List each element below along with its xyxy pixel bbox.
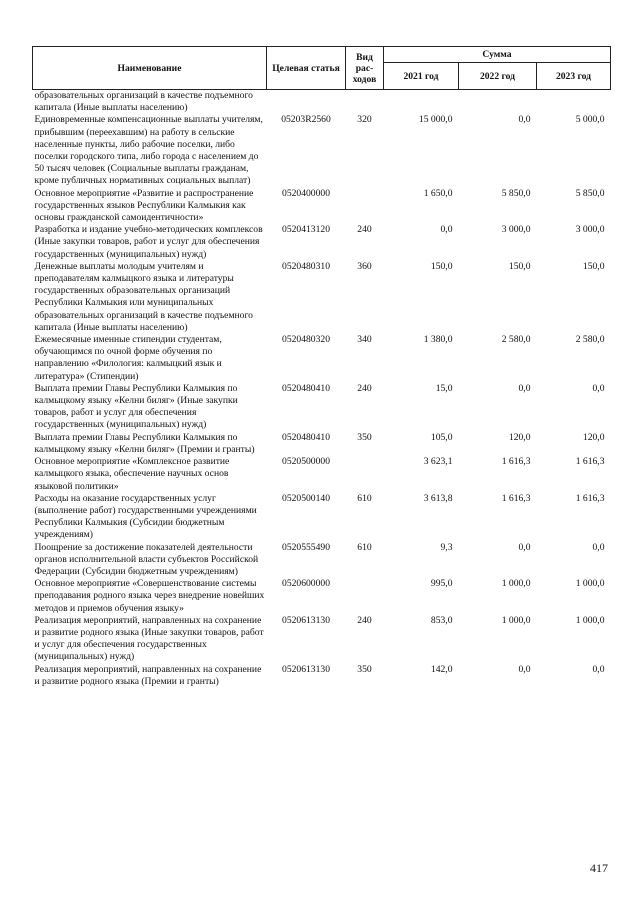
cell-y3: 2 580,0 [575,334,605,346]
cell-y1: 142,0 [430,663,453,675]
header-sum: Сумма [384,47,611,63]
header-code: Целевая статья [267,47,346,90]
budget-table [32,46,611,688]
cell-vid: 610 [357,541,372,553]
cell-name: Расходы на оказание государственных услуг (выполнение работ) государственными учреждениями Республики Калмыкия (Субсидии бюджетным учреждениям) [34,492,257,541]
cell-y2: 1 616,3 [501,492,531,504]
cell-vid [346,188,384,225]
cell-vid: 240 [357,382,372,394]
cell-vid: 350 [357,663,372,675]
cell-y2: 0,0 [518,114,531,126]
cell-name: Единовременные компенсационные выплаты учителям, прибывшим (переехавшим) на работу в сельские населенные пункты, либо рабочие поселки, либо поселки городского типа, либо города с населением до 50 тысяч человек (Социальные выплаты гражданам, кроме публичных нормативных социальных выплат) [34,114,263,187]
cell-code: 0520613130 [282,614,330,626]
table-row [33,432,611,456]
table-row [33,615,611,664]
cell-y3: 0,0 [592,541,605,553]
cell-y2: 1 000,0 [501,614,531,626]
cell-y1: 3 623,1 [423,456,453,468]
cell-name: Выплата премии Главы Республики Калмыкия по калмыцкому языку «Келни биляг» (Премии и гранты) [34,431,255,455]
cell-y2: 0,0 [518,382,531,394]
cell-y3 [537,90,611,115]
cell-name: Реализация мероприятий, направленных на сохранение и развитие родного языка (Иные закупки товаров, работ и услуг для обеспечения государственных (муниципальных) нужд) [34,614,264,663]
cell-code: 0520613130 [282,663,330,675]
cell-y3: 0,0 [592,382,605,394]
cell-y3: 120,0 [582,431,605,443]
header-name: Наименование [33,47,267,90]
cell-y1: 853,0 [430,614,453,626]
header-2022: 2022 год [459,63,537,90]
cell-name: Разработка и издание учебно-методических комплексов (Иные закупки товаров, работ и услуг для обеспечения государственных (муниципальных) нужд) [34,224,263,260]
cell-vid: 340 [357,334,372,346]
cell-vid [346,456,384,493]
table-row [33,456,611,493]
cell-code: 0520480410 [282,382,330,394]
cell-y3: 3 000,0 [575,224,605,236]
cell-y1: 1 380,0 [423,334,453,346]
cell-y3: 1 616,3 [575,492,605,504]
cell-y1: 995,0 [430,578,453,590]
table-row [33,493,611,542]
header-2021: 2021 год [384,63,459,90]
cell-y2 [459,90,537,115]
cell-y3: 1 616,3 [575,456,605,468]
table-row [33,114,611,187]
header-vid: Вид рас-ходов [346,47,384,90]
cell-y2: 150,0 [508,260,531,272]
table-row [33,261,611,334]
cell-y3: 5 000,0 [575,114,605,126]
cell-vid: 240 [357,224,372,236]
header-2023: 2023 год [537,63,611,90]
table-row [33,542,611,579]
cell-y3: 1 000,0 [575,614,605,626]
table-row [33,578,611,615]
cell-y1: 9,3 [440,541,453,553]
cell-code: 0520480410 [282,431,330,443]
cell-y1: 150,0 [430,260,453,272]
cell-y2: 1 000,0 [501,578,531,590]
cell-vid [346,578,384,615]
cell-code: 05203R2560 [281,114,331,126]
table-row [33,383,611,432]
cell-code: 0520480320 [282,334,330,346]
cell-y1 [384,90,459,115]
table-row [33,90,611,115]
cell-name: образовательных организаций в качестве подъемного капитала (Иные выплаты населению) [34,90,253,114]
cell-code: 0520555490 [282,541,330,553]
cell-y2: 1 616,3 [501,456,531,468]
cell-vid: 610 [357,492,372,504]
cell-code: 0520500000 [282,456,330,468]
cell-y3: 1 000,0 [575,578,605,590]
cell-vid: 350 [357,431,372,443]
cell-vid: 360 [357,260,372,272]
table-row [33,664,611,688]
cell-name: Денежные выплаты молодым учителям и преподавателям калмыцкого языка и литературы государственных образовательных организаций Республики Калмыкия или муниципальных образовательных организаций в качестве подъемного капитала (Иные выплаты населению) [34,260,253,333]
cell-name: Основное мероприятие «Развитие и распространение государственных языков Республики Калмыкия как основы гражданской самоидентичности» [34,187,254,224]
cell-y2: 2 580,0 [501,334,531,346]
cell-y1: 1 650,0 [423,187,453,199]
cell-code: 0520500140 [282,492,330,504]
cell-y1: 3 613,8 [423,492,453,504]
cell-y1: 15 000,0 [418,114,453,126]
table-row [33,188,611,225]
cell-vid: 240 [357,614,372,626]
cell-y2: 3 000,0 [501,224,531,236]
cell-name: Основное мероприятие «Совершенствование системы преподавания родного языка через внедрение новейших методов и приемов обучения языку» [34,578,265,614]
cell-vid [346,90,384,115]
page-number: 417 [590,861,608,875]
cell-name: Реализация мероприятий, направленных на сохранение и развитие родного языка (Премии и гранты) [34,663,262,687]
cell-y1: 0,0 [440,224,453,236]
cell-name: Ежемесячные именные стипендии студентам, обучающимся по очной форме обучения по направлению «Филология: калмыцкий язык и литература» (Стипендии) [34,334,222,382]
cell-y1: 15,0 [435,382,453,394]
table-row [33,224,611,261]
cell-y1: 105,0 [430,431,453,443]
cell-y3: 150,0 [582,260,605,272]
cell-name: Основное мероприятие «Комплексное развитие калмыцкого языка, обеспечение научных основ языковой политики» [34,456,230,492]
cell-code: 0520480310 [282,260,330,272]
cell-code: 0520600000 [282,578,330,590]
cell-name: Поощрение за достижение показателей деятельности органов исполнительной власти субъектов Российской Федерации (Субсидии бюджетным учреждениям) [34,541,259,577]
table-header [33,47,611,90]
cell-y3: 5 850,0 [575,187,605,199]
table-body [33,90,611,688]
cell-code: 0520400000 [282,187,330,199]
cell-code [267,90,346,115]
cell-y2: 0,0 [518,541,531,553]
cell-y2: 120,0 [508,431,531,443]
cell-y2: 5 850,0 [501,187,531,199]
cell-y3: 0,0 [592,663,605,675]
cell-code: 0520413120 [282,224,330,236]
table-row [33,334,611,383]
cell-y2: 0,0 [518,663,531,675]
cell-vid: 320 [357,114,372,126]
cell-name: Выплата премии Главы Республики Калмыкия по калмыцкому языку «Келни биляг» (Иные закупки товаров, работ и услуг для обеспечения государственных (муниципальных) нужд) [34,382,238,431]
